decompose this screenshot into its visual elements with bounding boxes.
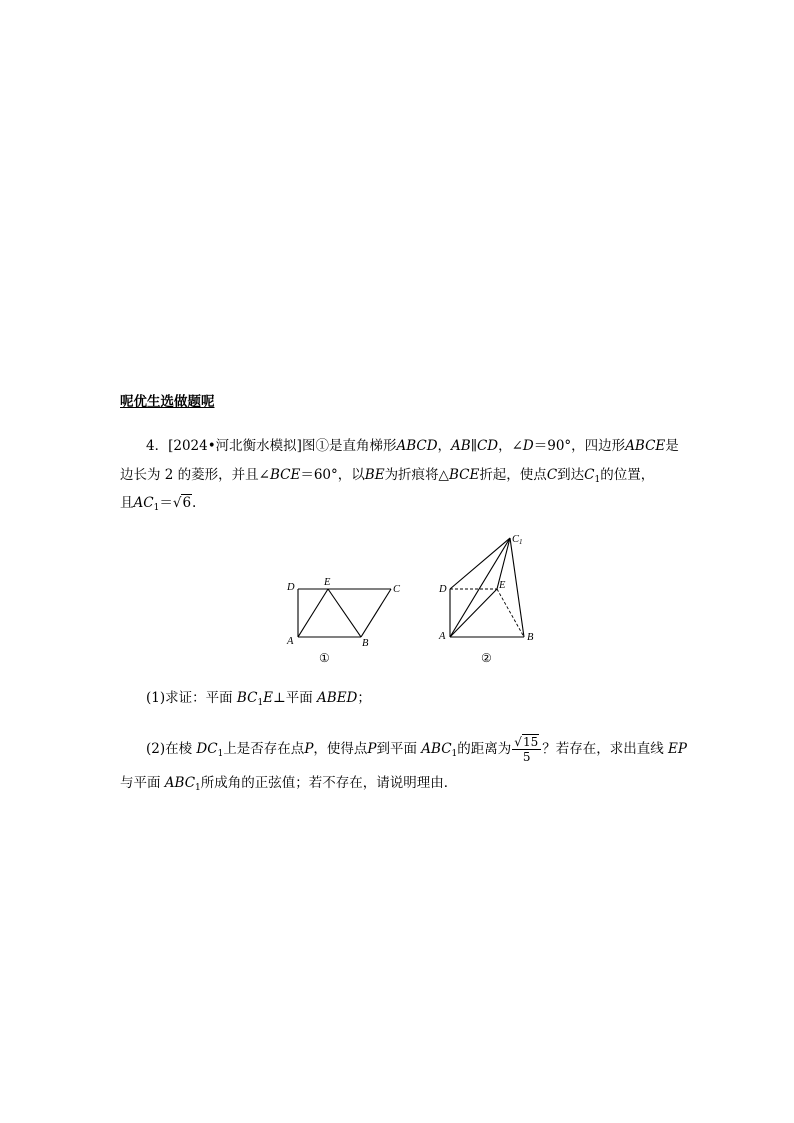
edge-EB bbox=[497, 589, 524, 637]
edge-BC bbox=[361, 589, 391, 637]
part-2-line-2: 与平面 $ABC_1$所成角的正弦值；若不存在，请说明理由． bbox=[120, 775, 458, 793]
part-1: (1)求证：平面 $BC_1E\perp$平面 ABED； bbox=[146, 690, 371, 708]
problem-line-3: 且$AC_1=√6$. bbox=[120, 495, 197, 513]
fraction: $\frac{√15}{5}$ bbox=[512, 735, 541, 764]
edge-BC1 bbox=[510, 538, 524, 637]
caption-2: ② bbox=[481, 651, 492, 665]
problem-line-1: 4．[2024•河北衡水模拟]图①是直角梯形ABCD，AB∥CD，∠D＝90°，四边形ABCE是 bbox=[146, 438, 679, 454]
part-2-line-1: (2)在棱 $DC_1$上是否存在点P，使得点P到平面 $ABC_1$的距离为 $\frac{√15}{5}$ ？若存在，求出直线 EP bbox=[146, 735, 687, 764]
label-D: D bbox=[287, 582, 295, 593]
edge-AE bbox=[298, 589, 328, 637]
edge-AE bbox=[450, 589, 497, 637]
label-B: B bbox=[362, 638, 369, 649]
caption-1: ① bbox=[319, 651, 330, 665]
label-E: E bbox=[324, 577, 331, 588]
problem-line-2: 边长为 2 的菱形，并且∠BCE＝60°，以BE为折痕将△BCE折起，使点C到达$C_1$的位置， bbox=[120, 467, 655, 485]
label-B: B bbox=[527, 632, 534, 643]
figure-2 bbox=[433, 530, 548, 666]
section-title: 呢优生选做题呢 bbox=[120, 394, 215, 410]
label-D: D bbox=[439, 584, 447, 595]
figure-1 bbox=[280, 574, 410, 666]
label-E: E bbox=[499, 580, 506, 591]
label-A: A bbox=[439, 631, 446, 642]
label-C1: C1 bbox=[512, 534, 523, 546]
label-A: A bbox=[287, 636, 294, 647]
edge-EB bbox=[328, 589, 361, 637]
label-C: C bbox=[393, 584, 401, 595]
